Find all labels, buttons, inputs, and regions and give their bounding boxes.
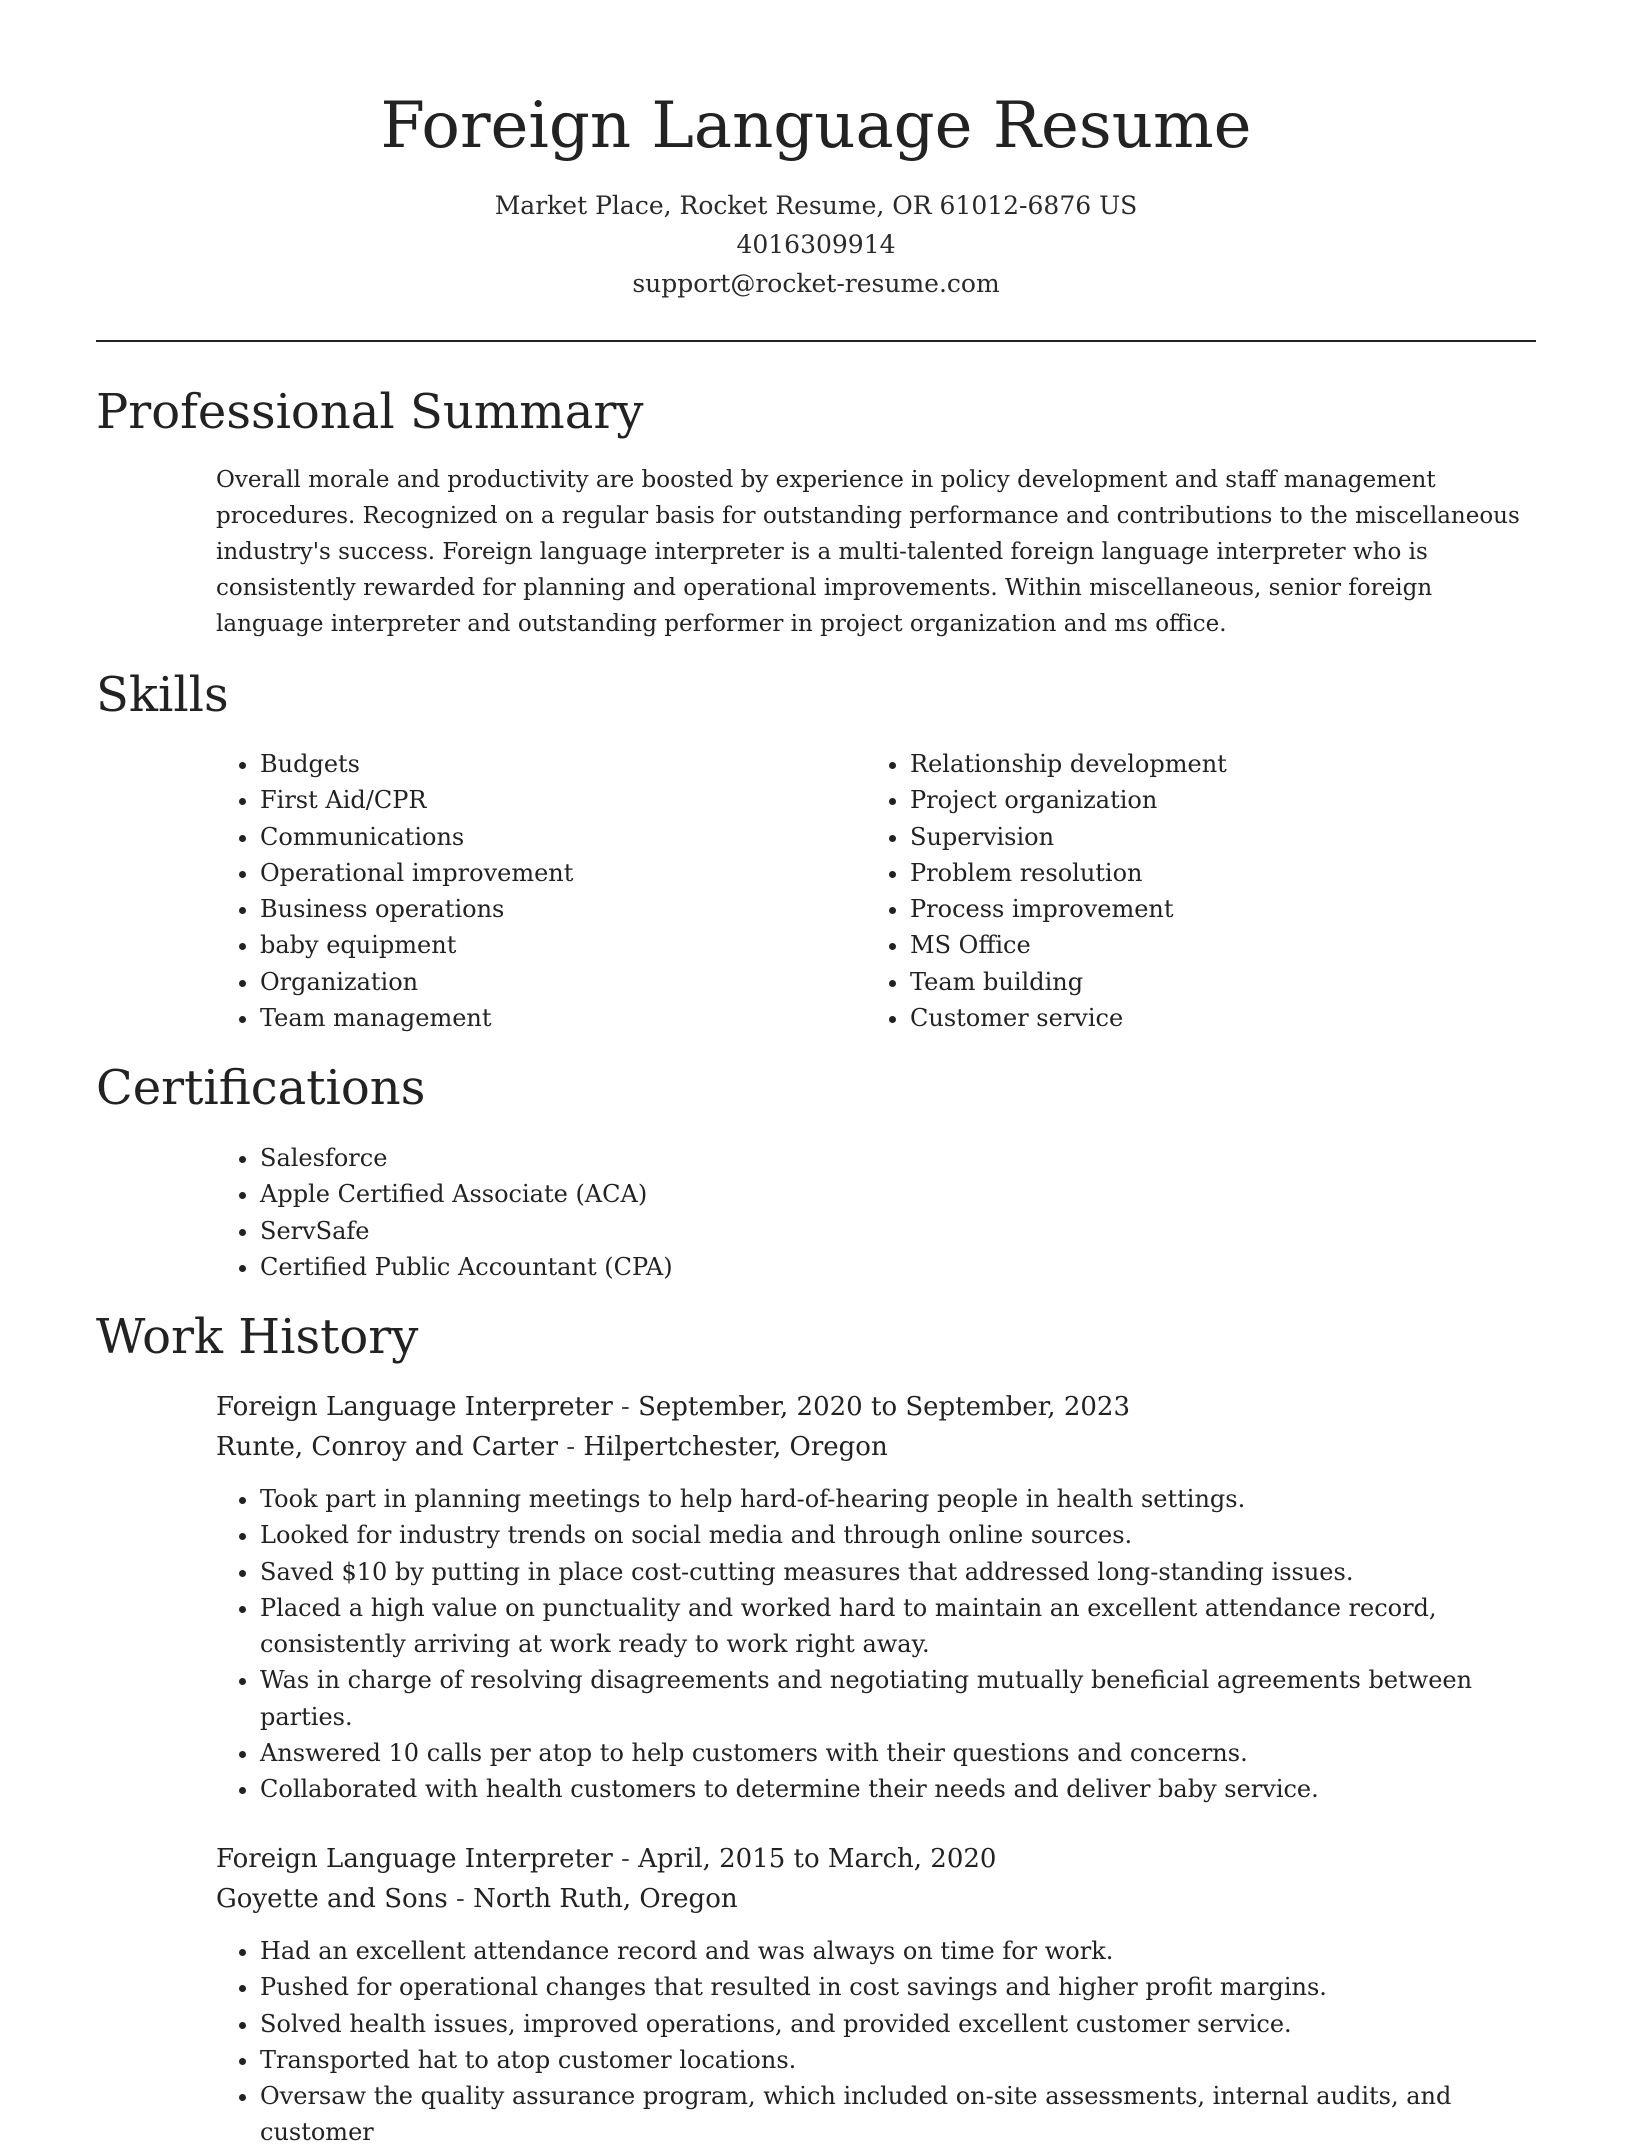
job-header: [216, 1387, 1130, 1467]
skills-list-left: [215, 746, 825, 1036]
summary-text: Overall morale and productivity are boosted by experience in policy development and staff management procedures. Recognized on a regular basis for outstanding performance and contributions to the miscellaneous industry's success. Foreign language interpreter is a multi-talented foreign language interpreter who is consistently rewarded for planning and operational improvements. Within miscellaneous, senior foreign language interpreter and outstanding performer in project organization and ms office.: [216, 467, 1520, 637]
skill-item: • Team management: [260, 1000, 825, 1036]
skills-column-right: [865, 746, 1505, 1036]
contact-phone: 4016309914: [736, 230, 896, 259]
job-title-line: [216, 1839, 996, 1879]
job-bullet-list: [215, 1481, 1545, 1808]
job-location: Hilpertchester, Oregon: [583, 1432, 888, 1462]
job-bullet: • Answered 10 calls per atop to help customers with their questions and concerns.: [260, 1735, 1545, 1771]
skill-item: • Team building: [910, 964, 1505, 1000]
job-bullet: • Collaborated with health customers to determine their needs and deliver baby service.: [260, 1771, 1545, 1807]
certification-item: • ServSafe: [260, 1213, 1515, 1249]
job-company-line: [216, 1427, 1130, 1467]
skill-item: • Process improvement: [910, 891, 1505, 927]
job-separator: -: [612, 1844, 639, 1874]
job-bullet: • Had an excellent attendance record and was always on time for work.: [260, 1933, 1545, 1969]
resume-title: Foreign Language Resume: [380, 89, 1252, 163]
skill-item: • Project organization: [910, 782, 1505, 818]
job-bullet: • Placed a high value on punctuality and worked hard to maintain an excellent attendance record, consistently arriving at work ready to work right away.: [260, 1590, 1545, 1663]
job-dates: September, 2020 to September, 2023: [638, 1392, 1130, 1422]
job-bullets: [215, 1933, 1545, 2151]
job-bullet-list: [215, 1933, 1545, 2151]
job-location: North Ruth, Oregon: [473, 1884, 738, 1914]
skill-item: • Business operations: [260, 891, 825, 927]
skill-item: • Customer service: [910, 1000, 1505, 1036]
job-bullet: • Solved health issues, improved operations, and provided excellent customer service.: [260, 2006, 1545, 2042]
skill-item: • Relationship development: [910, 746, 1505, 782]
skill-item: • Organization: [260, 964, 825, 1000]
job-title-line: [216, 1387, 1130, 1427]
job-bullet: • Looked for industry trends on social media and through online sources.: [260, 1517, 1545, 1553]
job-company: Runte, Conroy and Carter: [216, 1432, 558, 1462]
certifications-heading: Certifications: [96, 1060, 426, 1116]
skill-item: • Supervision: [910, 819, 1505, 855]
job-header: [216, 1839, 996, 1919]
contact-address: Market Place, Rocket Resume, OR 61012-6876 US: [494, 191, 1138, 220]
job-separator: -: [447, 1884, 474, 1914]
skill-item: • Communications: [260, 819, 825, 855]
job-title: Foreign Language Interpreter: [216, 1392, 613, 1422]
job-title: Foreign Language Interpreter: [216, 1844, 613, 1874]
skills-list-right: [865, 746, 1505, 1036]
resume-header: [96, 80, 1536, 303]
job-bullet: • Took part in planning meetings to help hard-of-hearing people in health settings.: [260, 1481, 1545, 1517]
job-dates: April, 2015 to March, 2020: [638, 1844, 997, 1874]
summary-heading: Professional Summary: [96, 384, 644, 440]
contact-email: support@rocket-resume.com: [632, 269, 1000, 298]
header-divider: [96, 340, 1536, 342]
job-bullet: • Transported hat to atop customer locations.: [260, 2042, 1545, 2078]
job-separator: -: [612, 1392, 639, 1422]
job-bullets: [215, 1481, 1545, 1808]
certifications-list: [215, 1140, 1515, 1285]
work-history-heading: Work History: [96, 1309, 419, 1365]
skill-item: • Budgets: [260, 746, 825, 782]
certification-item: • Certified Public Accountant (CPA): [260, 1249, 1515, 1285]
job-bullet: • Pushed for operational changes that resulted in cost savings and higher profit margins.: [260, 1969, 1545, 2005]
job-bullet: • Was in charge of resolving disagreements and negotiating mutually beneficial agreements between parties.: [260, 1662, 1545, 1735]
job-separator: -: [558, 1432, 584, 1462]
certifications-block: [215, 1140, 1515, 1285]
job-bullet: • Saved $10 by putting in place cost-cutting measures that addressed long-standing issues.: [260, 1554, 1545, 1590]
job-bullet: • Oversaw the quality assurance program, which included on-site assessments, internal audits, and customer: [260, 2078, 1545, 2151]
job-company-line: [216, 1879, 996, 1919]
skill-item: • Operational improvement: [260, 855, 825, 891]
skill-item: • First Aid/CPR: [260, 782, 825, 818]
skill-item: • MS Office: [910, 927, 1505, 963]
skill-item: • baby equipment: [260, 927, 825, 963]
skill-item: • Problem resolution: [910, 855, 1505, 891]
certification-item: • Apple Certified Associate (ACA): [260, 1176, 1515, 1212]
skills-column-left: [215, 746, 825, 1036]
certification-item: • Salesforce: [260, 1140, 1515, 1176]
job-company: Goyette and Sons: [216, 1884, 448, 1914]
skills-heading: Skills: [96, 667, 229, 723]
